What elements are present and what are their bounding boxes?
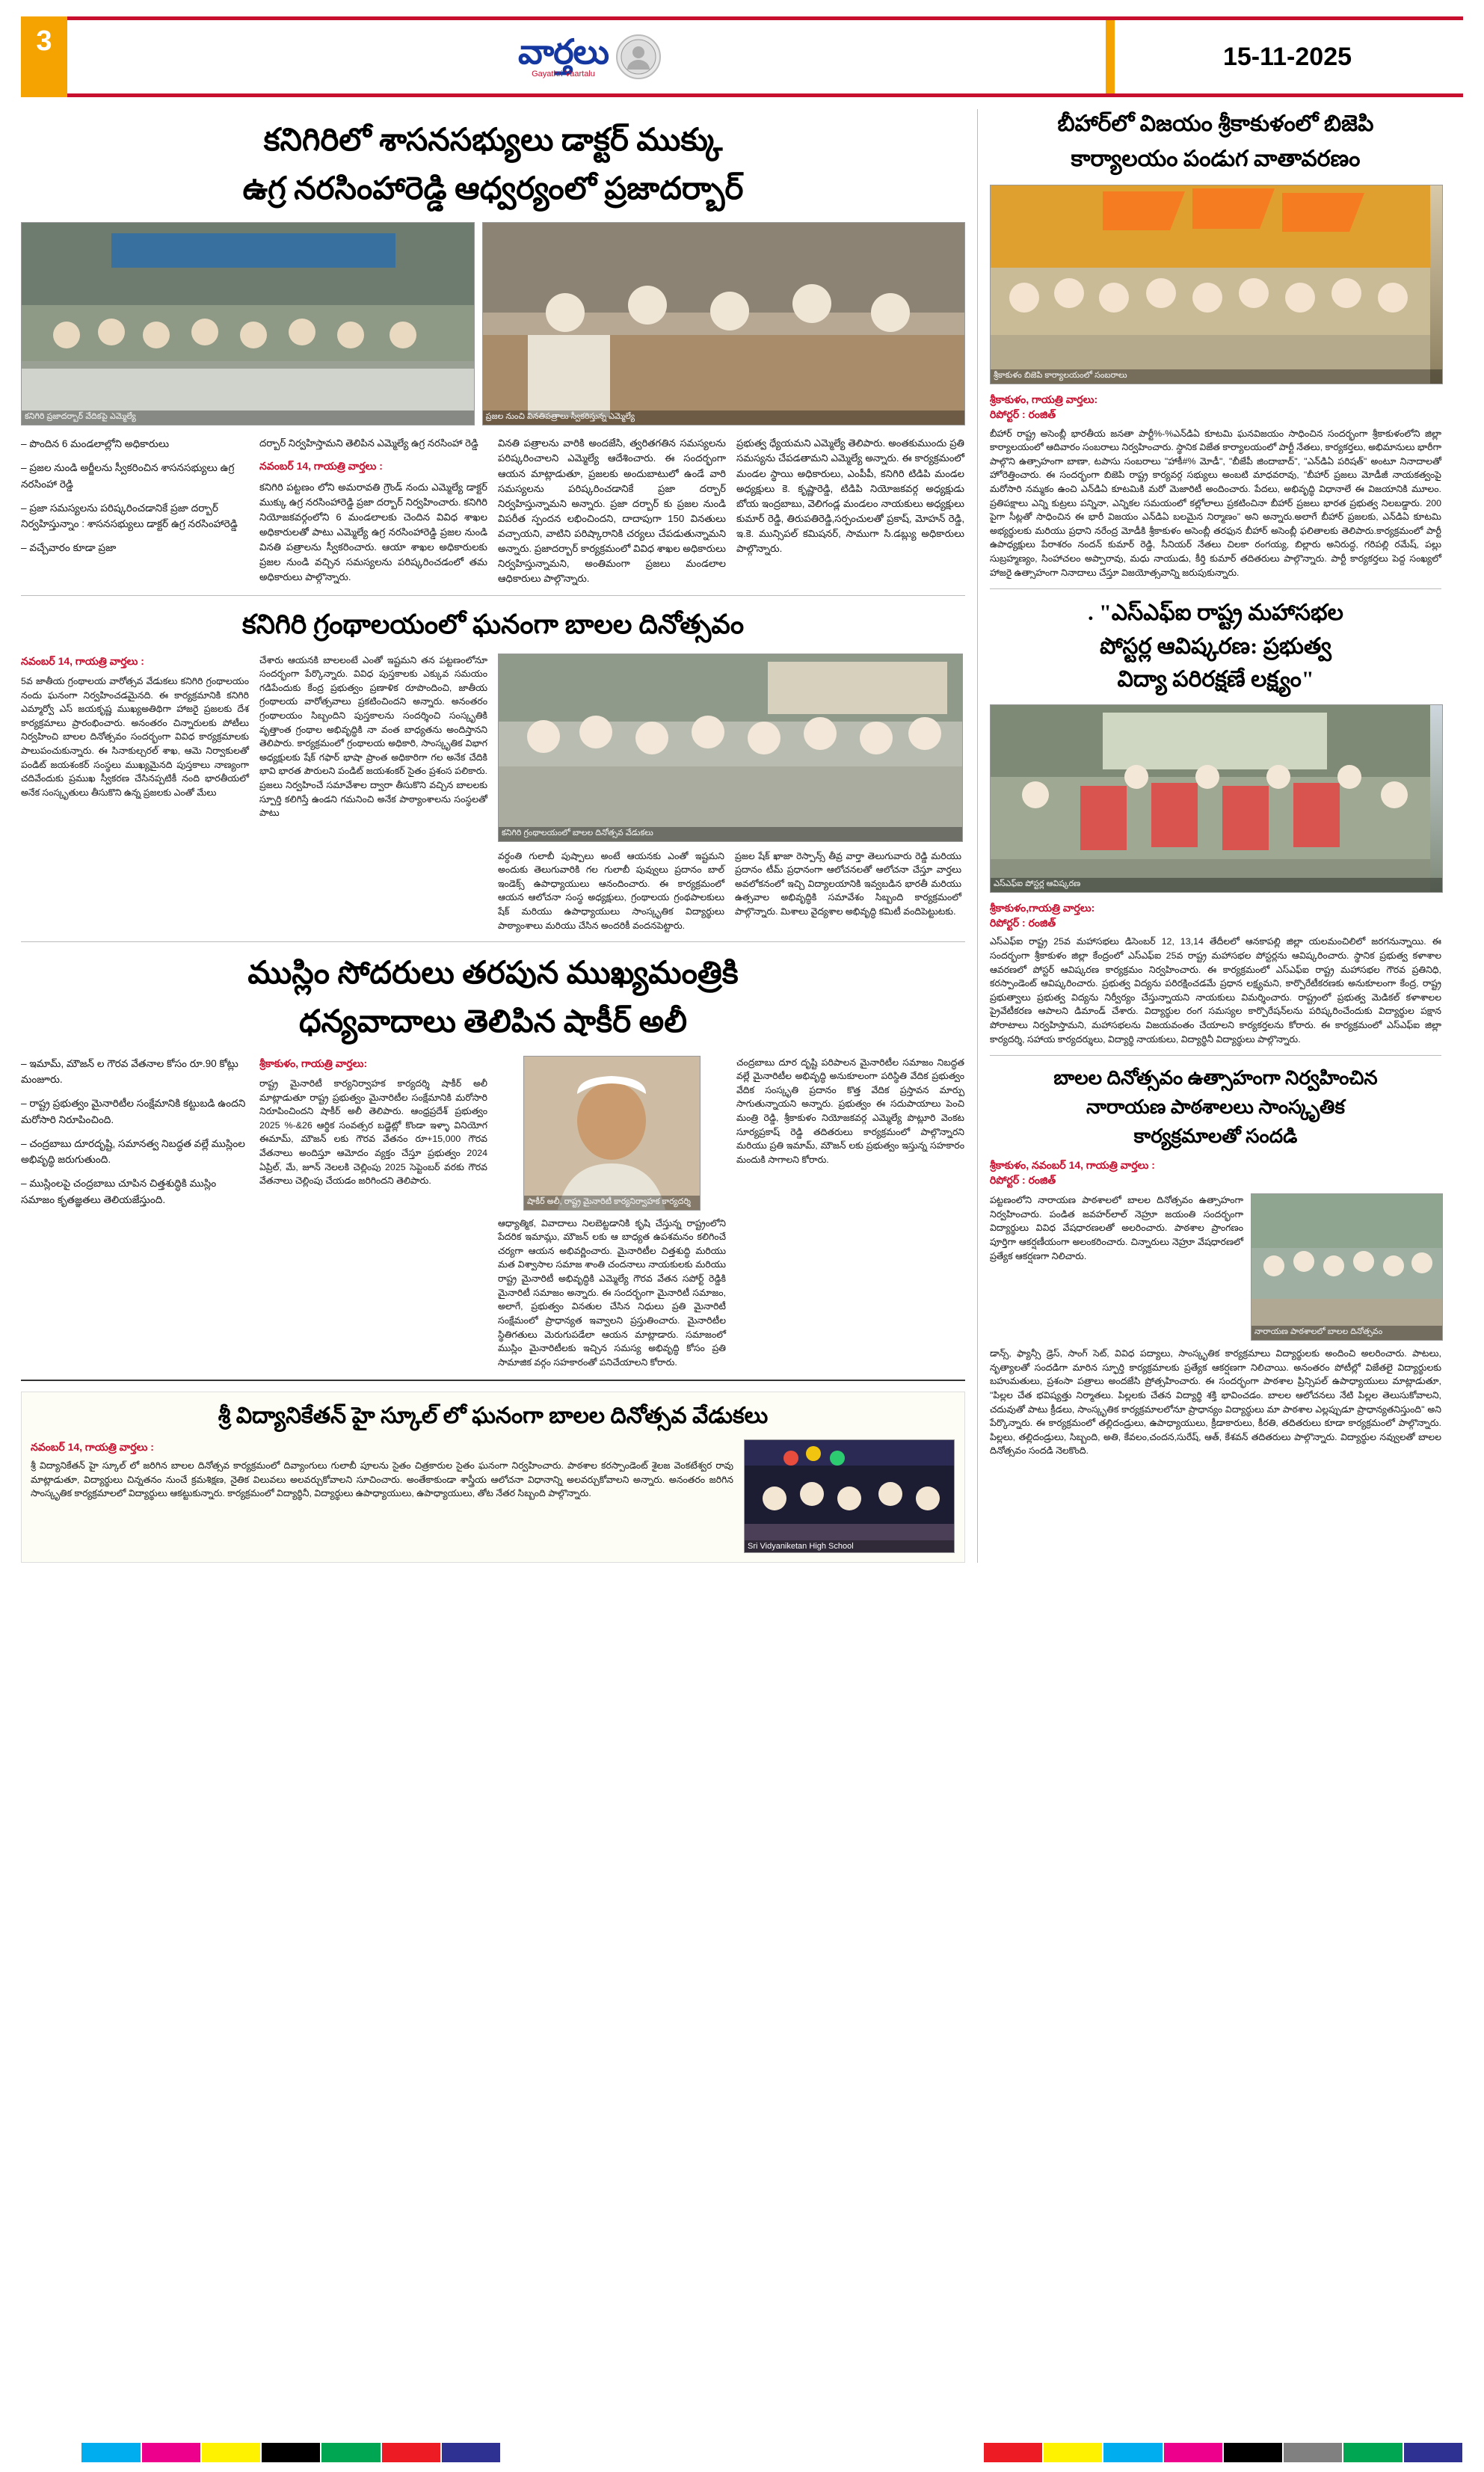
colorbar-spacer <box>501 2442 982 2463</box>
story1-headline-line2: ఉగ్ర నరసింహారెడ్డి ఆధ్వర్యంలో ప్రజాదర్బార్ <box>242 171 744 206</box>
story3-bullet-3: – ముస్లింలపై చంద్రబాబు చూపిన చిత్తశుద్ధికి ముస్లిం సమాజం కృతజ్ఞతలు తెలియజేస్తుంది. <box>21 1178 217 1205</box>
color-swatch-7 <box>441 2442 501 2463</box>
story1-bullet-1: – ప్రజల నుండి అర్జీలను స్వీకరించిన శాసనసభ్యులు ఉగ్ర నరసింహా రెడ్డి <box>21 462 235 490</box>
color-swatch-2 <box>1103 2442 1163 2463</box>
photo-caption: నారాయణ పాఠశాలలో బాలల దినోత్సవం <box>1251 1326 1442 1340</box>
divider <box>990 1055 1441 1056</box>
story4-body: శ్రీ విద్యానికేతన్ హై స్కూల్ లో జరిగిన బాలల దినోత్సవ కార్యక్రమంలో దివ్యాంగులు గులాబీ పూలను సైతం చిత్రకారుల సైతం ఘనంగా నిర్వహించారు. పాఠశాల కరస్పాండెంట్ శైలజ వెంకటేశ్వర రావు మాట్లాడుతూ, విద్యార్థులు చిన్నతనం నుంచే క్రమశిక్షణ, నైతిక విలువలు అలవర్చుకోవాలని సూచించారు. అంతేకాకుండా శాస్త్రీయ ఆలోచనా విధానాన్ని అలవర్చుకోవాలని అన్నారు. అనంతరం జరిగిన సాంస్కృతిక కార్యక్రమాలలో విద్యార్థులు ఆకట్టుకున్నారు. కార్యక్రమంలో విద్యార్థినీ, విద్యార్థులు ఉపాధ్యాయులు, ఉపాధ్యాయులు, తోట నేతర సిబ్బంది పాల్గొన్నారు. <box>31 1460 733 1499</box>
story3-col4-body: చంద్రబాబు దూర దృష్టి పరిపాలన మైనారిటీల సమాజం నిబద్ధత వల్లే మైనారిటీల అభివృద్ధి అనుకూలంగా పరిస్థితి వేదిక ప్రభుత్వం వేదిక సంస్కృతి ప్రదానం కొత్త వేదిక ప్రస్తావన మార్పు సాగుతున్నాయని అన్నారు. ప్రభుత్వం ఈ సదుపాయాలు పెంచి మంత్రి రెడ్డి, శ్రీకాకుళం నియోజకవర్గ ఎమ్మెల్యే పొట్లూరి వెంకట సూర్యప్రకాష్ రెడ్డి తదితరులు కార్యక్రమంలో పాల్గొన్నారని మరియు ప్రతి ఇమామ్, మౌజన్ లకు ప్రభుత్వం ఇస్తున్న సహకారం మందుకి సాగాలని కోరారు. <box>736 1057 964 1165</box>
masthead <box>21 16 1463 97</box>
school-celebration-photo <box>744 1439 955 1553</box>
rstory3-dateline: శ్రీకాకుళం, నవంబర్ 14, గాయత్రి వార్తలు : <box>990 1158 1155 1171</box>
page-content <box>21 109 1463 1563</box>
color-swatch-2 <box>141 2442 201 2463</box>
page-number-badge: 3 <box>21 16 67 97</box>
rstory3-body-main: డాన్స్, ఫ్యాన్సీ డ్రెస్, సాంగ్ సెట్, వివిధ పద్యాలు, సాంస్కృతిక కార్యక్రమాలు విద్యార్థులకు అందించి అలరించారు. పాటలు, నృత్యాలతో సందడిగా మారిన స్ఫూర్తి కార్యక్రమాలకు ప్రత్యేక ఆకర్షణగా నిలిచాయి. అనంతరం పోటీల్లో విజేతలై విద్యార్థులకు బహుమతులు, ప్రశంసా పత్రాలు అందజేసి ప్రోత్సహించారు. ఈ సందర్భంగా పాఠశాల ప్రిన్సిపల్ ఉపాధ్యాయులు మాట్లాడుతూ, "పిల్లల చేత భవిష్యత్తు నిర్మాతలు. పిల్లలకు చేతన విద్యార్థి శక్తి భావించడం. బాలల ఆలోచనలు నేటి పిల్లల తెలుసుకోవాలని, చదువుతో పాటు క్రీడలు, సాంస్కృతిక కార్యక్రమాలలోనూ ప్రాధాన్యం విద్యార్థులు మా పాఠశాల ఎల్లప్పుడూ ప్రాధాన్యతనిస్తుంది" అని పేర్కొన్నారు. ఈ కార్యక్రమంలో తల్లిదండ్రులు, ఉపాధ్యాయులు, క్రీడాకారులు, కీరతి, తదితరులు కూడా కార్యక్రమంలో పాల్గొన్నారు. పిల్లలు, తల్లిదండ్రులు, సిబ్బంది, అతి, కేవలం,చందన,సురేష్, ఆత్, కేశవన్ తదితరులు పాల్గొన్నారు. విద్యార్థుల నవ్వులతో బాలల దినోత్సవం సందడి నెలకొంది. <box>990 1348 1441 1457</box>
story3-headline-line1: ముస్లిం సోదరులు తరపున ముఖ్యమంత్రికి <box>247 956 739 991</box>
divider <box>21 595 965 596</box>
story2-dateline: నవంబర్ 14, గాయత్రి వార్తలు : <box>21 654 144 667</box>
rstory2-reporter: రిపోర్టర్ : రంజిత్ <box>990 917 1056 929</box>
color-swatch-5 <box>1283 2442 1343 2463</box>
rstory1-body: బీహార్ రాష్ట్ర అసెంబ్లీ భారతీయ జనతా పార్టీ%-%ఎన్‌డిఏ కూటమి ఘనవిజయం సాధించిన సందర్భంగా శ్రీకాకుళంలోని జిల్లా కార్యాలయంలో ఆదివారం సంబరాలు నిర్వహించారు. స్థానిక విజేత కార్యాలయంలో పార్టీ నేతలు, కార్యకర్తలు, అభిమానులు భారీగా పాల్గొని ఉత్సాహంగా బాణా, టపాసు సంబరాలు "హాకీ#% మోడీ", "బీజేపీ జిందాబాద్", "ఎన్‌డిఏ పరిషత్" అంటూ నినాదాలతో హోరెత్తించారు. ఈ సందర్భంగా బిజెపి రాష్ట్ర కార్యవర్గ సభ్యులు అంబటి మాధవరావు, "బీహార్ ప్రజలు మోడీజీ నాయకత్వంపై మరోసారి నమ్మకం ఉంచి ఎన్‌డిఏ కూటమికి మరో మెజారిటీ అందించారు. పేదలు, అభివృద్ధి విధానాలే ఈ విజయానికి మూలం. ప్రతిపక్షాలు ఎన్ని కుట్రలు పన్నినా, ఎన్నికల సమయంలో కల్లోలాలు ప్రకటించినా బీహార్ ప్రజలు భారత ప్రభుత్వ నిలబడ్డారు. 200 పైగా సీట్లతో సాధించిన ఈ భారీ విజయం ఎన్‌డిఏ బలమైన నిర్మాణం" అని అన్నారు.అలాగే బీహార్ ప్రజలకు, ఎన్‌డిఏ కూటమి అభ్యర్థులకు మరియు ప్రధాని నరేంద్ర మోడీకి శ్రీకాకుళం అసెంబ్లీ తరఫున బీహార్ అసెంబ్లీ ఫలితాలకు తెలిపారు.కార్యక్రమంలో పార్టీ ఉపాధ్యక్షులు పేరాశరం నందన్ కుమార్ రెడ్డి, సీనియర్ నేతలు చిలకా రంగయ్య, బిల్లారు అనిరుద్ధ, గరిపల్లి రమేష్, పల్లు సుబ్రహ్మణ్యం, సింహాచలం అప్పారావు, మధు నాయుడు, కీర్తి కుమార్ తదితరులు పాల్గొన్నారు. పార్టీ కార్యకర్తలు పెద్ద సంఖ్యలో హాజరై ఉత్సాహంగా నినాదాలు చేస్తూ విజయోత్సవాన్ని జరుపుకున్నారు. <box>990 428 1441 578</box>
story2-col2-body: చేశారు ఆయనకి బాలలంటే ఎంతో ఇష్టమని తన పట్టణంలోనూ సందర్భంగా పేర్కొన్నారు. వివిధ పుస్తకాలకు ఎక్కువ సమయం గడిపేందుకు కేంద్ర ప్రభుత్వం ప్రణాళిక రూపొందించి, జాతీయ గ్రంథాలయ వారోత్సవాలు ప్రకటించిందని అన్నారు. అనంతరం గ్రంథాలయం సిబ్బందిని పుస్తకాలను సందర్శించి సంస్కృతికి వృత్తాంత గ్రంథాల అభివృద్ధికి నా వంత బాధ్యతను అందిస్తానని తెలిపారు. కార్యక్రమంలో గ్రంథాలయ అధికారి, సాంస్కృతిక విభాగ అధ్యక్షులకు షేక్ గఫార్ భాషా ప్రాంత అధికారిగా గల అనేక చేదికి భావి భారత పౌరులని పండిట్ జయశంకర్ సైతం ప్రశంస పలికారు. ప్రజలు నిర్వహించే సమావేశాల ద్వారా తీసుకొని వచ్చిన బాలలకు స్పూర్తి కలిగిస్తే ఉండని గమనించి అనేక పాఠ్యాంశాలను సంస్థలతో పాటు <box>259 654 487 819</box>
story3-bullet-1: – రాష్ట్ర ప్రభుత్వం మైనారిటీల సంక్షేమానికి కట్టుబడి ఉందని మరోసారి నిరూపించింది. <box>21 1098 246 1125</box>
rstory3-headline-line1: బాలల దినోత్సవం ఉత్సాహంగా నిర్వహించిన <box>1053 1067 1378 1089</box>
sfi-poster-release-photo <box>990 704 1443 893</box>
logo-emblem-icon <box>616 34 661 79</box>
rstory1-headline-line1: బీహార్‌లో విజయం శ్రీకాకుళంలో బిజెపి <box>1057 111 1374 136</box>
photo-caption: ఎస్ఎఫ్ఐ పోస్టర్ల ఆవిష్కరణ <box>991 878 1442 892</box>
shakir-ali-portrait-photo <box>523 1056 701 1211</box>
color-swatch-6 <box>1343 2442 1403 2463</box>
story1-col2-intro: దర్బార్ నిర్వహిస్తామని తెలిపిన ఎమ్మెల్యే ఉగ్ర నరసింహా రెడ్డి <box>259 437 478 449</box>
story3-dateline: శ్రీకాకుళం, గాయత్రి వార్తలు: <box>259 1057 368 1069</box>
library-children-day-photo <box>498 654 963 842</box>
photo-caption: Sri Vidyaniketan High School <box>745 1540 954 1552</box>
story-kanigiri-praja-darbar <box>21 120 965 586</box>
newspaper-logo-text: వార్తలు <box>517 33 609 71</box>
story2-col4-body: ప్రజల షేక్ ఖాజా రెస్పాన్స్ తీవ్ర వార్తా తెలుగువారు రెడ్డి మరియు ప్రదానం టీమ్ ప్రధానంగా ఆలోచనలతో ఆలోచనా చేస్తూ వార్తలు అవలోకనంలో ఇచ్చి విద్యాలయానికి ఇవ్వబడిన భారతీ మరియు ఉత్సవాల అభివృద్ధికి సమావేశం సిబ్బంది కార్యక్రమంలో పాల్గొన్నారు. మిశాలు వైద్యశాల అభివృద్ధి కమిటీ వందిపెట్టుటకు. <box>735 850 961 917</box>
photo-caption: కనిగిరి ప్రజాదర్బార్ వేదికపై ఎమ్మెల్యే <box>22 411 474 425</box>
story2-col3-body: వర్ధంతి గులాబీ పుష్పాలు అంటే ఆయనకు ఎంతో ఇష్టమని అందుకు తెలుగువారికి గల గులాబీ పువ్వులు ప్రదానం బాల్ ఇండెక్స్ ఉపాధ్యాయులు ఆనందించారు. ఈ కార్యక్రమంలో ఆయన ఆలోచనా సంస్థ అధ్యక్షులు, గ్రంథాలయ గ్రంథపాలకులు షేక్ మరియు ఉపాధ్యాయులు సాంస్కృతిక విద్యార్థులు పాఠ్యాంశాలు మరియు చేసిన అందరికీ వందనపెట్టారు. <box>498 850 724 931</box>
story1-dateline: నవంబర్ 14, గాయత్రి వార్తలు : <box>259 460 383 473</box>
rstory3-headline-line2: నారాయణ పాఠశాలలు సాంస్కృతిక <box>1086 1096 1345 1119</box>
colorbar-left-group <box>21 2442 501 2462</box>
color-swatch-1 <box>81 2442 141 2463</box>
rstory1-dateline: శ్రీకాకుళం, గాయత్రి వార్తలు: <box>990 393 1098 405</box>
story-sfi-poster-release <box>990 598 1441 1046</box>
masthead-orange-tick <box>1106 20 1115 93</box>
story2-headline: కనిగిరి గ్రంథాలయంలో ఘనంగా బాలల దినోత్సవం <box>241 609 745 639</box>
color-swatch-5 <box>321 2442 381 2463</box>
story-bjp-bihar-celebration <box>990 109 1441 579</box>
story1-bullet-3: – వచ్చేవారం కూడా ప్రజా <box>21 542 117 554</box>
story1-col4-body: ప్రభుత్వ ధ్యేయమని ఎమ్మెల్యే తెలిపారు. అంతకుముందు ప్రతి సమస్యను చేపడతామని ఎమ్మెల్యే అన్నారు. ఈ కార్యక్రమంలో మండల స్థాయి అధికారులు, ఎంపీపీ, కనిగిరి టిడిపి మండల అధ్యక్షులు కె. కృష్ణారెడ్డి, టిడిపి నియోజకవర్గ అధ్యక్షుడు బోయ ఇంద్రబాబు, వెలిగండ్ల మండలం నాయకులు అధ్యక్షులు కుమార్ రెడ్డి, తిరుపతిరెడ్డి,సర్పంచులతో ప్రకాష్, మోహన్ రెడ్డి, ఇ.కె. మున్సిపల్ కమిషనర్, సాముగా సి.డబ్ల్యు అధికారులు పాల్గొన్నారు. <box>736 437 964 554</box>
rstory3-headline-line3: కార్యక్రమాలతో సందడి <box>1133 1125 1298 1148</box>
petition-receiving-photo <box>482 222 965 425</box>
color-registration-bar <box>21 2442 1463 2462</box>
story1-bullet-2: – ప్రజా సమస్యలను పరిష్కరించడానికే ప్రజా దర్బార్ నిర్వహిస్తున్నాం : శాసనసభ్యులు డాక్టర్ ఉగ్ర నరసింహారెడ్డి <box>21 502 238 530</box>
logo-wrap <box>518 34 661 79</box>
rstory3-reporter: రిపోర్టర్ : రంజిత్ <box>990 1173 1056 1186</box>
story-library-childrens-day <box>21 606 965 932</box>
divider-thick <box>21 1380 965 1381</box>
right-column <box>978 109 1441 1563</box>
story3-headline-line2: ధన్యవాదాలు తెలిపిన షాకీర్ అలీ <box>298 1004 688 1039</box>
masthead-date: 15-11-2025 <box>1112 16 1463 97</box>
photo-caption: ప్రజల నుంచి వినతిపత్రాలు స్వీకరిస్తున్న ఎమ్మెల్యే <box>483 411 964 425</box>
story-shakir-ali-thanks-cm <box>21 953 965 1369</box>
story2-col1-body: 5వ‌ జాతీయ గ్రంథాలయ వారోత్సవ వేడుకలు కనిగిరి గ్రంథాలయం నందు ఘనంగా నిర్వహించడమైనది. ఈ కార్యక్రమానికి కనిగిరి ఎమ్మార్వో ఎస్ జయకృష్ణ ముఖ్యఅతిథిగా హాజరై ప్రజలకు దేశ కార్యక్రమాలు ప్రారంభించారు. అనంతరం చిన్నారులకు పోటీలు నిర్వహించి బాలల దినోత్సవం సందర్భంగా వివిధ కార్యక్రమాలకు పాలుపంచుకున్నారు. ఈ సినాకుల్చరల్ శాఖ, ఆమె నిర్వాకులతో పండిట్ జయశంకర్ సంస్థలు ముఖ్యమైనది పుస్తకాలు నాణ్యంగా చదివేందుకు ప్రముఖ స్వీకరణ చేసినప్పటికీ నంది భారతీయలో అనేక సంస్కృతులు తీసుకొని ఉన్న ప్రజలకు ఎంతో మేలు <box>21 675 249 798</box>
color-swatch-0 <box>21 2442 81 2463</box>
photo-caption: కనిగిరి గ్రంథాలయంలో బాలల దినోత్సవ వేడుకలు <box>499 827 962 841</box>
divider <box>990 588 1441 589</box>
divider <box>21 941 965 942</box>
color-swatch-3 <box>201 2442 261 2463</box>
story1-headline-line1: కనిగిరిలో శాసనసభ్యులు డాక్టర్ ముక్కు <box>263 123 723 158</box>
photo-caption: శ్రీకాకుళం బిజెపి కార్యాలయంలో సంబరాలు <box>991 369 1442 384</box>
photo-caption: షాకీర్ అలీ, రాష్ట్ర మైనారిటీ కార్యనిర్వాహక కార్యదర్శి <box>524 1196 700 1210</box>
left-column <box>21 109 978 1563</box>
story-narayana-childrens-day <box>990 1065 1441 1458</box>
story1-bullet-0: – పొందిన 6 మండలాల్లోని అధికారులు <box>21 438 170 450</box>
rstory2-dateline: శ్రీకాకుళం,గాయత్రి వార్తలు: <box>990 901 1095 914</box>
colorbar-right-group <box>983 2442 1463 2462</box>
narayana-school-children-day-photo <box>1251 1193 1443 1341</box>
story3-col2-body: రాష్ట్ర మైనారిటీ కార్యనిర్వాహక కార్యదర్శి షాకీర్ అలీ మాట్లాడుతూ రాష్ట్ర ప్రభుత్వం మైనారిటీల సంక్షేమానికి మరోసారి నిరూపించిందని షాకీర్ అలీ తెలిపారు. ఆంధ్రప్రదేశ్ ప్రభుత్వం 2025 %-&26 ఆర్థిక సంవత్సర బడ్జెట్లో కొండా ఇళ్ళా వినియోగ ఈమామ్, మౌజన్ లకు గౌరవ వేతనం రూ+15,000 గౌరవ వేతనాలు అందిస్తూ ఆమోదం వ్యక్తం చేస్తూ ప్రభుత్వం 2024 ఏప్రిల్, మే, జూన్ నెలలకి చెల్లింపు 2025 సెప్టెంబర్ వరకు గౌరవ వేతనాలు చెల్లింపు చేయడం జరిగిందని తెలిపారు. <box>259 1077 487 1187</box>
story3-col3-body: ఆధ్యాత్మిక, వివాదాలు నిలబెట్టడానికి కృషి చేస్తున్న రాష్ట్రంలోని పేదరిక ఇమామ్లు, మౌజన్ లకు ఆ బాధ్యత ఉపశమనం కలిగించే చర్యగా ఆయన అభివర్ణించారు. మైనారిటీల చిత్తశుద్ధి మరియు మత విశ్వాసాల సమాజ శాంతి చందనాలు నాయకులకు మరియు రాష్ట్ర మైనారిటీ అభివృద్ధికి ఎమ్మెల్యే గౌరవ వేతన సపోర్ట్ రెడ్డికి మైనారిటీ సమాజం అన్నారు. ఈ సందర్భంగా మైనారిటీ సమాజం, అలాగే, ప్రభుత్వం వినతుల చేసిన నిధులు ప్రతి మైనారిటీ సంక్షేమంలో ప్రాధాన్యత ఇవ్వాలని ప్రస్తుతించారు. మైనారిటీల స్థితిగతులు మెరుగుపడేలా ఆయన మాట్లాడారు. సమాజంలో ముస్లిం మైనారిటీలకు ఇచ్చిన సమస్య అభివృద్ధి కోసం ప్రతి సామాజిక వర్గం సహకారంతో పనిచేయాలని కోరారు. <box>498 1217 726 1368</box>
color-swatch-4 <box>1223 2442 1283 2463</box>
rstory2-headline-line3: విద్యా పరిరక్షణే లక్ష్యం" <box>1117 667 1314 692</box>
story3-bullet-0: – ఇమామ్, మౌజన్ ల గౌరవ వేతనాల కోసం రూ.90 కోట్లు మంజూరు. <box>21 1057 238 1086</box>
rstory2-headline-line2: పోస్టర్ల ఆవిష్కరణ: ప్రభుత్వ <box>1100 633 1331 659</box>
rstory3-body-top: పట్టణంలోని నారాయణ పాఠశాలలో బాలల దినోత్సవం ఉత్సాహంగా నిర్వహించారు. పండిత జవహర్‌లాల్ నెహ్రూ జయంతి సందర్భంగా విద్యార్థులు వివిధ వేషధారణలతో అలరించారు. పాఠశాల ప్రాంగణం పూర్తిగా ఆకర్షణీయంగా అలంకరించారు. చిన్నారులు నెహ్రూ వేషధారణలో ప్రత్యేక ఆకర్షణగా నిలిచారు. <box>990 1195 1243 1261</box>
newspaper-page <box>0 16 1484 2472</box>
bjp-office-celebration-photo <box>990 185 1443 384</box>
color-swatch-0 <box>983 2442 1043 2463</box>
color-swatch-4 <box>261 2442 321 2463</box>
rstory1-reporter: రిపోర్టర్ : రంజిత్ <box>990 408 1056 421</box>
dais-meeting-photo <box>21 222 475 425</box>
rstory2-headline-line1: . "ఎస్ఎఫ్ఐ రాష్ట్ర మహాసభల <box>1088 600 1343 626</box>
story1-col3-body: వినతి పత్రాలను వారికి అందజేసి, త్వరితగతిన సమస్యలను పరిష్కరించాలని ఎమ్మెల్యే ఆదేశించారు. ఈ సందర్భంగా ఆయన మాట్లాడుతూ, ప్రజలకు అందుబాటులో ఉండే వారి సమస్యలను పరిష్కరించడానికే ప్రజా దర్బార్ నిర్వహిస్తున్నామని అన్నారు. ప్రజా దర్బార్ కు ప్రజల నుండి విపరీత స్పందన లభించిందని, దాదాపుగా 150 వినతులు వచ్చాయని, వాటిని పరిష్కారానికి చర్యలు చేపడుతున్నామని అన్నారు. ప్రజాదర్బార్ కార్యక్రమంలో వివిధ శాఖల అధికారులు నిర్వహిస్తున్నామని, అంతిమంగా ప్రజలు మండలాల ఆధికారులు పాల్గొన్నారు. <box>498 437 726 584</box>
color-swatch-6 <box>381 2442 441 2463</box>
color-swatch-7 <box>1403 2442 1463 2463</box>
story4-headline: శ్రీ విద్యానికేతన్ హై స్కూల్ లో ఘనంగా బాలల దినోత్సవ వేడుకలు <box>218 1403 769 1429</box>
story3-bullet-2: – చంద్రబాబు దూరదృష్టి, సమానత్వ నిబద్ధత వల్లే ముస్లింల అభివృద్ధి జరుగుతుంది. <box>21 1137 245 1166</box>
story4-dateline: నవంబర్ 14, గాయత్రి వార్తలు : <box>31 1440 154 1453</box>
color-swatch-1 <box>1043 2442 1103 2463</box>
color-swatch-3 <box>1163 2442 1223 2463</box>
story1-col2-body: కనిగిరి పట్టణం లోని అమరావతి గ్రౌండ్ నందు ఎమ్మెల్యే డాక్టర్ ముక్కు ఉగ్ర నరసింహారెడ్డి ప్రజా దర్బార్ నిర్వహించారు. కనిగిరి నియోజకవర్గంలోని 6 మండలాలకు చెందిన వివిధ శాఖల అధికారులతో పాటు ఎమ్మెల్యే ఉగ్ర నరసింహారెడ్డి ప్రజల నుండి వినతి పత్రాలను స్వీకరించారు. ఆయా శాఖల అధికారులకు ప్రజల నుండి వచ్చిన సమస్యలను పరిష్కరించడంలో తమ అధికారులు పాల్గొన్నారు. <box>259 481 488 583</box>
rstory1-headline-line2: కార్యాలయం పండుగ వాతావరణం <box>1071 146 1361 171</box>
story-vidyaniketan-childrens-day <box>21 1392 965 1563</box>
rstory2-body: ఎస్ఎఫ్ఐ రాష్ట్ర 25వ మహాసభలు డిసెంబర్ 12, 13,14 తేదీలలో ఆనకాపల్లి జిల్లా యలమంచిలిలో జరగనున్నాయి. ఈ సందర్భంగా శ్రీకాకుళం జిల్లా కేంద్రంలో ఎస్ఎఫ్ఐ 25వ రాష్ట్ర మహాసభల పోస్టర్లను ఆవిష్కరించారు. స్థానిక ప్రభుత్వ కళాశాల ఆవరణలో పోస్టర్ ఆవిష్కరణ కార్యక్రమం నిర్వహించారు. ఈ కార్యక్రమంలో ఎస్ఎఫ్ఐ రాష్ట్ర మహాసభల గౌరవ ప్రతినిధి, కరస్పాండెంట్ ఆవిష్కరించారు. ప్రభుత్వ విద్యను పరిరక్షించడమే ప్రధాన లక్ష్యమని, కార్పొరేటీకరణకు అనుకూలంగా కేంద్ర, రాష్ట్ర ప్రభుత్వాలు ప్రభుత్వ విద్యను నిర్వీర్యం చేస్తున్నాయని నాయకులు విమర్శించారు. రాష్ట్రంలో ప్రభుత్వ మెడికల్ కళాశాలల ప్రైవేటీకరణ ఆపాలని డిమాండ్ చేశారు. విద్యార్థుల రంగ సమస్యల కార్పొరేషన్‌లను పరిష్కరించేందుకు విద్యార్థుల పక్షాన పోరాటాలు నిర్వహిస్తామని, మహాసభలను విజయవంతం చేయాలని కార్యకర్తలను కోరారు. ఈ కార్యక్రమంలో ఎస్ఎఫ్ఐ జిల్లా కార్యదర్శి, సహాయ కార్యదర్శులు, విద్యార్థి నాయకులు, విద్యార్థినీ విద్యార్థులు పాల్గొన్నారు. <box>990 936 1441 1045</box>
newspaper-logo-subtext: Gayathri Vaartalu <box>532 70 595 79</box>
masthead-logo-strip <box>67 16 1112 97</box>
